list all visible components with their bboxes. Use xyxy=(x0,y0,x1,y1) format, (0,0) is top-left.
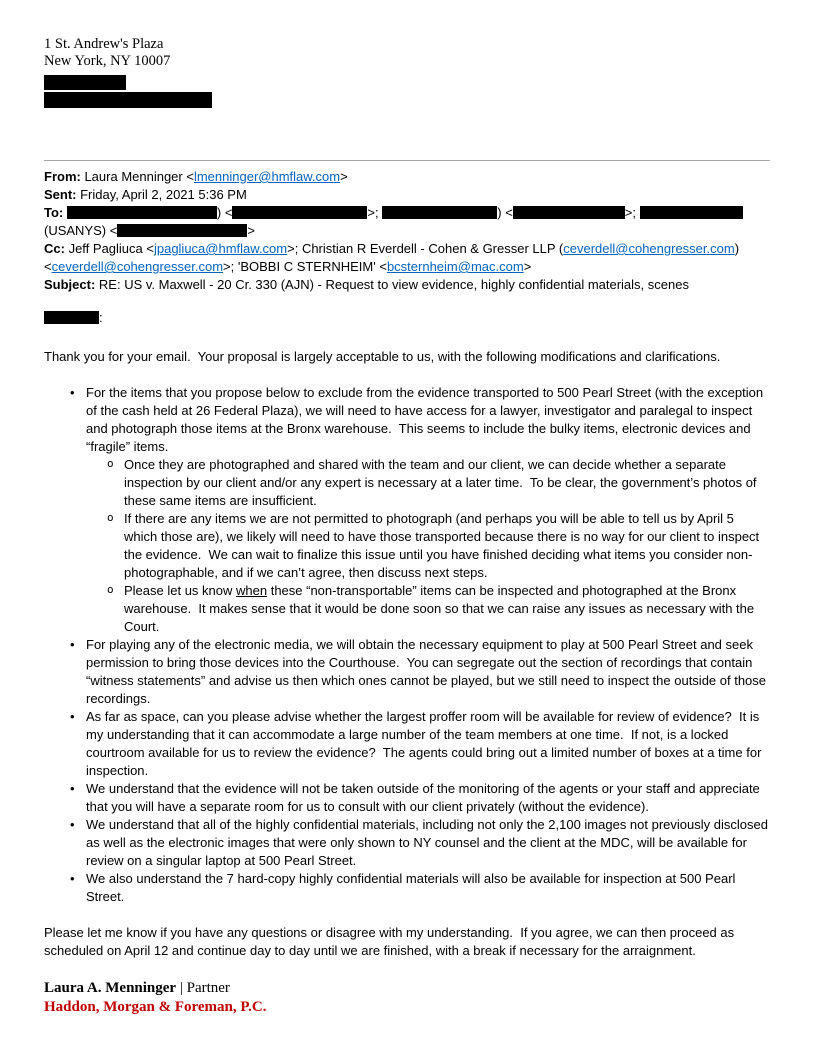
header-subject-line xyxy=(44,276,770,294)
cc-email-link-1[interactable]: jpagliuca@hmflaw.com xyxy=(153,241,288,256)
bullet-1-sub-2-text: If there are any items we are not permitted to photograph (and perhaps you will be able to tell us by April 5 which those are), we likely will need to have those transported because there is no way for our client to inspect the evidence. We can wait to finalize this issue until you have finished deciding what items you consider non-photographable, and if we can’t agree, then discuss next steps. xyxy=(124,511,763,580)
redaction-bar-greeting xyxy=(44,311,99,324)
redaction-bar-to-3 xyxy=(382,206,497,219)
bullet-6-text: We also understand the 7 hard-copy highly confidential materials will also be available for inspection at 500 Pearl Street. xyxy=(86,871,740,904)
header-sent-line xyxy=(44,186,770,204)
redaction-bar-to-5 xyxy=(640,206,743,219)
signature-title: | Partner xyxy=(176,980,230,996)
bullet-1-text: For the items that you propose below to exclude from the evidence transported to 500 Pearl Street (with the exception of the cash held at 26 Federal Plaza), we will need to have access for a lawyer, investigator and paralegal to inspect and photograph those items at the Bronx warehouse. This seems to include the bulky items, electronic devices and “fragile” items. xyxy=(86,385,767,454)
letterhead-address-line1: 1 St. Andrew's Plaza xyxy=(44,36,164,52)
bullet-item-4 xyxy=(44,780,770,816)
to-fragment-3: ) < xyxy=(497,205,513,220)
header-cc-line xyxy=(44,240,770,258)
signature-name-line xyxy=(44,979,770,998)
bullet-item-1 xyxy=(44,384,770,456)
bullet-1-sub-3-post: these “non-transportable” items can be inspected and photographed at the Bronx warehouse. It makes sense that it would be done soon so that we can raise any issues as necessary with the Court. xyxy=(124,583,758,634)
from-label: From: xyxy=(44,169,81,184)
from-close: > xyxy=(340,169,348,184)
intro-text: Thank you for your email. Your proposal is largely acceptable to us, with the following modifications and clarifications. xyxy=(44,349,721,364)
cc-email-link-2[interactable]: ceverdell@cohengresser.com xyxy=(563,241,735,256)
to-label: To: xyxy=(44,205,64,220)
to-fragment-2: >; xyxy=(367,205,383,220)
cc-fragment-3: ) xyxy=(734,241,740,256)
header-to-line-2 xyxy=(44,222,770,240)
bullet-5-text: We understand that all of the highly confidential materials, including not only the 2,100 images not previously disclosed as well as the electronic images that were only shown to NY counsel and the client at the MDC, will be available for review on a singular laptop at 500 Pearl Street. xyxy=(86,817,772,868)
bullet-item-2 xyxy=(44,636,770,708)
closing-text: Please let me know if you have any questions or disagree with my understanding. If you agree, we can then proceed as scheduled on April 12 and continue day to day until we are finished, with a break if necessary for the arraignment. xyxy=(44,925,738,958)
bullet-1-sub-3-underlined-word: when xyxy=(236,583,268,598)
bullet-4-text: We understand that the evidence will not be taken outside of the monitoring of the agents or your staff and appreciate that you will have a separate room for us to consult with our client privately (without the evidence). xyxy=(86,781,764,814)
closing-paragraph xyxy=(44,924,770,960)
cc-email-link-3[interactable]: ceverdell@cohengresser.com xyxy=(51,259,224,274)
bullet-item-1-sub-3 xyxy=(44,582,770,636)
cc-line2-fragment-1: < xyxy=(44,259,52,274)
to-line2-text: (USANYS) < xyxy=(44,223,118,238)
cc-fragment-2: >; Christian R Everdell - Cohen & Gresser LLP ( xyxy=(287,241,564,256)
sent-value: Friday, April 2, 2021 5:36 PM xyxy=(76,187,247,202)
cc-email-link-4[interactable]: bcsternheim@mac.com xyxy=(386,259,524,274)
bullet-item-6 xyxy=(44,870,770,906)
to-fragment-1: ) < xyxy=(216,205,233,220)
bullet-item-3 xyxy=(44,708,770,780)
redaction-bar-to-6 xyxy=(117,224,247,237)
redaction-bar-to-1 xyxy=(67,206,217,219)
header-cc-line-2 xyxy=(44,258,770,276)
bullet-1-sub-1-text: Once they are photographed and shared with the team and our client, we can decide whether a separate inspection by our client and/or any expert is necessary at a later time. To be clear, the government’s photos of these same items are insufficient. xyxy=(124,457,761,508)
redaction-bar-letterhead-2 xyxy=(44,92,212,108)
redaction-bar-to-4 xyxy=(513,206,625,219)
signature-firm: Haddon, Morgan & Foreman, P.C. xyxy=(44,999,267,1015)
cc-line2-fragment-2: >; 'BOBBI C STERNHEIM' < xyxy=(223,259,387,274)
redaction-bar-letterhead-1 xyxy=(44,75,126,90)
redaction-bar-to-2 xyxy=(232,206,367,219)
letterhead-address-line2: New York, NY 10007 xyxy=(44,52,171,69)
bullet-1-sub-3-pre: Please let us know xyxy=(124,583,237,598)
bullet-list xyxy=(44,384,770,906)
cc-label: Cc: xyxy=(44,241,65,256)
bullet-item-1-sub-2 xyxy=(44,510,770,582)
greeting-line xyxy=(44,309,770,327)
email-header-block xyxy=(44,168,770,294)
bullet-3-text: As far as space, can you please advise whether the largest proffer room will be available for review of evidence? It is my understanding that it can accommodate a large number of the team members at one time. If not, is a locked courtroom available for us to review the evidence? The agents could bring out a limited number of boxes at a time for inspection. xyxy=(86,709,766,778)
greeting-suffix: : xyxy=(99,310,103,325)
bullet-item-1-sub-1 xyxy=(44,456,770,510)
subject-label: Subject: xyxy=(44,277,96,292)
subject-value: RE: US v. Maxwell - 20 Cr. 330 (AJN) - Request to view evidence, highly confidential materials, scenes xyxy=(95,277,689,292)
cc-line2-fragment-3: > xyxy=(523,259,532,274)
bullet-item-5 xyxy=(44,816,770,870)
letterhead-redactions xyxy=(44,75,770,108)
cc-fragment-1: Jeff Pagliuca < xyxy=(64,241,154,256)
header-from-line xyxy=(44,168,770,186)
letterhead xyxy=(44,36,770,108)
sent-label: Sent: xyxy=(44,187,77,202)
signature-block xyxy=(44,979,770,1017)
to-fragment-4: >; xyxy=(624,205,640,220)
intro-paragraph xyxy=(44,348,770,366)
from-value: Laura Menninger < xyxy=(80,169,194,184)
header-to-line xyxy=(44,204,770,222)
signature-name: Laura A. Menninger xyxy=(44,980,177,996)
email-header-divider xyxy=(44,160,770,161)
from-email-link[interactable]: lmenninger@hmflaw.com xyxy=(193,169,341,184)
bullet-2-text: For playing any of the electronic media, we will obtain the necessary equipment to play at 500 Pearl Street and seek permission to bring those devices into the Courthouse. You can segregate out the section of recordings that contain “witness statements” and advise us then which ones cannot be played, but we still need to inspect the outside of those recordings. xyxy=(86,637,770,706)
to-line2-close: > xyxy=(247,223,255,238)
